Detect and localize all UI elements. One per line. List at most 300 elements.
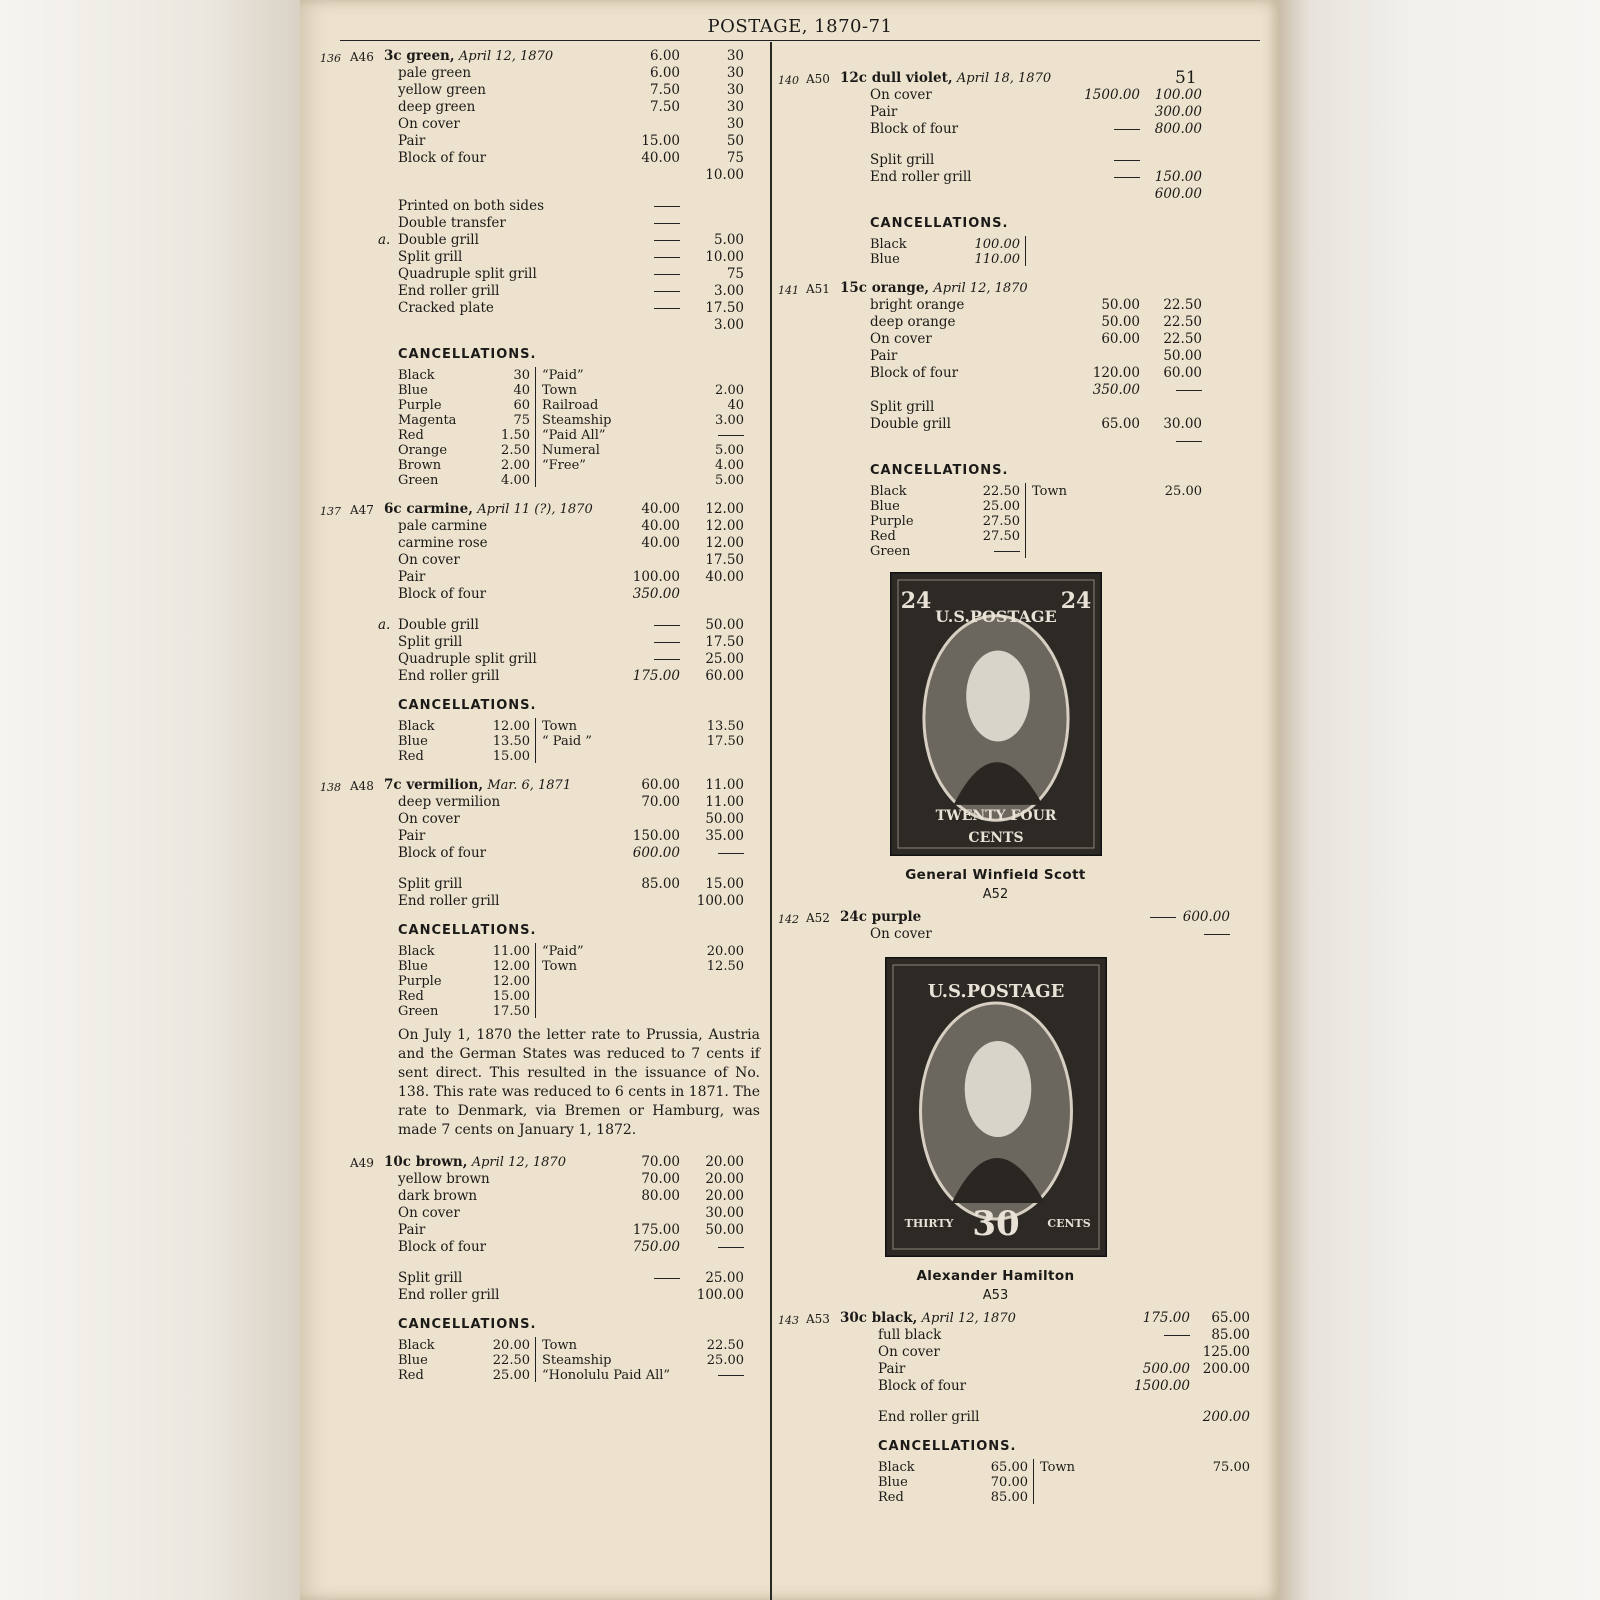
unused-price: 1500.00 — [1084, 87, 1140, 103]
used-price: 150.00 — [1154, 169, 1202, 185]
used-price: 50.00 — [705, 1222, 744, 1238]
entry-line — [320, 133, 760, 150]
cancellation-row — [320, 988, 760, 1003]
cancel-type: “Paid” — [542, 944, 584, 959]
cancel-type-price: 13.50 — [706, 719, 744, 734]
unused-price: 40.00 — [641, 535, 680, 551]
cancel-price: 11.00 — [492, 944, 530, 959]
cancel-price: 100.00 — [974, 237, 1020, 252]
cancel-type: Town — [542, 959, 577, 974]
line-label: Split grill — [398, 1270, 463, 1286]
entry-line — [320, 1222, 760, 1239]
unused-price: 15.00 — [641, 133, 680, 149]
entry-line — [320, 668, 760, 685]
stamp-title: 12c dull violet, — [840, 70, 953, 86]
running-head: POSTAGE, 1870-71 — [707, 16, 893, 37]
unused-price — [620, 1270, 680, 1287]
cancel-price: 12.00 — [492, 719, 530, 734]
cancel-price: 15.00 — [492, 989, 530, 1004]
entry-line — [778, 121, 1273, 138]
cancel-color: Black — [878, 1460, 915, 1475]
cancel-color: Purple — [398, 398, 442, 413]
line-label: Pair — [870, 348, 898, 364]
issue-date: April 11 (?), 1870 — [477, 502, 593, 517]
entry-line — [778, 348, 1273, 365]
left-column — [320, 48, 760, 1396]
used-price: 22.50 — [1163, 331, 1202, 347]
unused-price: 40.00 — [641, 501, 680, 517]
catalog-entry — [320, 777, 760, 1140]
cancel-divider — [535, 718, 536, 763]
cancel-color: Blue — [398, 1353, 428, 1368]
line-label: Block of four — [878, 1378, 967, 1394]
price-dash — [654, 206, 680, 207]
cancel-price — [970, 543, 1020, 560]
entry-line — [320, 1270, 760, 1287]
catalog-entry — [778, 909, 1273, 943]
unused-price: 750.00 — [632, 1239, 680, 1255]
unused-price: 65.00 — [1101, 416, 1140, 432]
used-price: 30 — [726, 65, 744, 81]
line-label — [384, 48, 553, 65]
entry-line — [778, 1310, 1273, 1327]
cancellations-heading: CANCELLATIONS. — [398, 1317, 537, 1332]
cancel-price: 22.50 — [982, 484, 1020, 499]
entry-line — [320, 876, 760, 893]
cancel-type: Town — [542, 383, 577, 398]
cancel-price: 25.00 — [492, 1368, 530, 1383]
used-price: 10.00 — [705, 249, 744, 265]
used-price: 200.00 — [1202, 1361, 1250, 1377]
cancel-price: 20.00 — [492, 1338, 530, 1353]
line-label: Block of four — [398, 1239, 487, 1255]
entry-line — [320, 1171, 760, 1188]
cancel-type: “Paid” — [542, 368, 584, 383]
line-label: On cover — [870, 331, 932, 347]
unused-price — [620, 198, 680, 215]
unused-price — [620, 232, 680, 249]
cancel-type-price: 25.00 — [1164, 484, 1202, 499]
rate-note-text: On July 1, 1870 the letter rate to Prussia, Austria and the German States was reduced to 7 cents if sent direct. This resulted in the issuance of No. 138. This rate was reduced to 6 cents in 1871. The rate to Denmark, via Bremen or Hamburg, was made 7 cents on January 1, 1872. — [398, 1027, 760, 1138]
catalog-entry — [320, 48, 760, 487]
line-label: Split grill — [870, 399, 935, 415]
unused-price — [620, 634, 680, 651]
entry-line — [778, 186, 1273, 203]
entry-line — [320, 215, 760, 232]
price-dash — [718, 1375, 744, 1376]
entry-line — [320, 811, 760, 828]
entry-line — [778, 314, 1273, 331]
line-label: Pair — [870, 104, 898, 120]
cancellations-heading: CANCELLATIONS. — [398, 347, 537, 362]
entry-line — [778, 1327, 1273, 1344]
entry-line — [778, 1378, 1273, 1395]
stamp-title: 6c carmine, — [384, 501, 473, 517]
price-dash — [718, 435, 744, 436]
entry-line — [320, 828, 760, 845]
entry-line — [320, 249, 760, 266]
unused-price: 175.00 — [1142, 1310, 1190, 1326]
cancel-color: Blue — [398, 959, 428, 974]
cancellation-row — [778, 1489, 1273, 1504]
cancel-price: 22.50 — [492, 1353, 530, 1368]
price-dash — [1150, 917, 1176, 918]
entry-line — [320, 266, 760, 283]
cancellation-row — [320, 397, 760, 412]
entry-line — [320, 569, 760, 586]
unused-price: 500.00 — [1142, 1361, 1190, 1377]
cancellation-row — [320, 958, 760, 973]
price-dash — [654, 308, 680, 309]
cancel-price: 1.50 — [501, 428, 530, 443]
line-label: bright orange — [870, 297, 965, 313]
stamp-cents-text: CENTS — [967, 830, 1024, 846]
stamp-corner-right: 24 — [1060, 588, 1091, 614]
entry-line — [778, 365, 1273, 382]
line-label: yellow brown — [398, 1171, 490, 1187]
cancel-color: Blue — [870, 252, 900, 267]
stamp-right-text: CENTS — [1046, 1217, 1091, 1230]
stamp-title: 30c black, — [840, 1310, 918, 1326]
line-label: Printed on both sides — [398, 198, 544, 214]
cancellations-heading: CANCELLATIONS. — [398, 698, 537, 713]
line-label: Split grill — [870, 152, 935, 168]
used-price: 11.00 — [705, 794, 744, 810]
cancel-color: Red — [398, 989, 424, 1004]
cancel-type: Town — [542, 719, 577, 734]
cancellations-heading: CANCELLATIONS. — [398, 923, 537, 938]
line-label: End roller grill — [398, 1287, 500, 1303]
entry-line — [320, 617, 760, 634]
entry-line — [320, 552, 760, 569]
used-price: 30 — [726, 82, 744, 98]
entry-line — [320, 1188, 760, 1205]
catalog-entry — [778, 70, 1273, 266]
design-number: A51 — [806, 282, 830, 296]
catalog-number: 137 — [320, 505, 341, 518]
cancel-price: 27.50 — [982, 514, 1020, 529]
cancel-color: Purple — [870, 514, 914, 529]
cancel-type-price — [684, 1367, 744, 1384]
cancel-type-price: 2.00 — [715, 383, 744, 398]
used-price: 100.00 — [696, 893, 744, 909]
catalog-number: 142 — [778, 913, 799, 926]
line-label — [384, 1154, 566, 1171]
cancellation-row — [320, 1337, 760, 1352]
used-price: 3.00 — [713, 283, 744, 299]
used-price: 5.00 — [713, 232, 744, 248]
line-label: Pair — [398, 569, 426, 585]
variety-letter: a. — [378, 232, 391, 248]
header-rule — [340, 40, 1260, 41]
entry-line — [320, 893, 760, 910]
stamp-top-text: U.S.POSTAGE — [934, 607, 1057, 626]
cancel-price: 12.00 — [492, 959, 530, 974]
unused-price: 50.00 — [1101, 297, 1140, 313]
cancellation-row — [320, 442, 760, 457]
entry-line — [778, 926, 1273, 943]
unused-price — [620, 651, 680, 668]
price-dash — [1114, 160, 1140, 161]
used-price: 125.00 — [1202, 1344, 1250, 1360]
catalog-number: 136 — [320, 52, 341, 65]
unused-price — [620, 300, 680, 317]
cancellations-heading: CANCELLATIONS. — [870, 216, 1009, 231]
cancel-price: 2.00 — [501, 458, 530, 473]
used-price: 17.50 — [705, 634, 744, 650]
catalog-entry — [320, 501, 760, 763]
entry-line — [320, 167, 760, 184]
used-price: 50.00 — [1163, 348, 1202, 364]
line-label: deep vermilion — [398, 794, 501, 810]
line-label: On cover — [398, 1205, 460, 1221]
page-number: 51 — [1175, 68, 1197, 88]
entry-line — [320, 634, 760, 651]
cancel-price: 15.00 — [492, 749, 530, 764]
cancel-type: Railroad — [542, 398, 599, 413]
line-label: On cover — [870, 926, 932, 942]
cancel-type-price: 25.00 — [706, 1353, 744, 1368]
used-price: 65.00 — [1211, 1310, 1250, 1326]
price-dash — [654, 291, 680, 292]
line-label — [384, 777, 571, 794]
used-price: 17.50 — [705, 552, 744, 568]
used-price: 10.00 — [705, 167, 744, 183]
entry-line — [320, 518, 760, 535]
design-number: A49 — [350, 1156, 374, 1170]
catalog-entry — [778, 280, 1273, 558]
cancel-price: 27.50 — [982, 529, 1020, 544]
used-price: 20.00 — [705, 1171, 744, 1187]
used-price: 600.00 — [1154, 186, 1202, 202]
issue-date: April 12, 1870 — [921, 1311, 1016, 1326]
line-label: On cover — [398, 116, 460, 132]
unused-price: 70.00 — [641, 794, 680, 810]
cancel-type: Town — [1032, 484, 1067, 499]
cancel-color: Black — [870, 237, 907, 252]
unused-price — [1080, 121, 1140, 138]
cancellations-table — [320, 1337, 760, 1382]
line-label: Split grill — [398, 876, 463, 892]
stamp-design-number: A52 — [982, 887, 1009, 902]
unused-price: 6.00 — [649, 65, 680, 81]
cancel-color: Red — [870, 529, 896, 544]
cancel-color: Black — [398, 1338, 435, 1353]
cancel-type-price: 12.50 — [706, 959, 744, 974]
cancel-color: Red — [398, 749, 424, 764]
used-price: 60.00 — [1163, 365, 1202, 381]
unused-price — [1116, 909, 1176, 926]
used-price: 200.00 — [1202, 1409, 1250, 1425]
entry-line — [320, 317, 760, 334]
cancellations-heading: CANCELLATIONS. — [878, 1439, 1017, 1454]
cancel-type: “Honolulu Paid All” — [542, 1368, 671, 1383]
line-label: pale carmine — [398, 518, 488, 534]
unused-price — [620, 215, 680, 232]
price-dash — [654, 1278, 680, 1279]
rate-note — [320, 1026, 760, 1140]
price-dash — [654, 659, 680, 660]
unused-price: 7.50 — [649, 82, 680, 98]
entry-line — [320, 586, 760, 603]
cancellation-row — [320, 1003, 760, 1018]
unused-price: 350.00 — [632, 586, 680, 602]
used-price — [1150, 382, 1202, 399]
entry-line — [320, 48, 760, 65]
line-label: Pair — [398, 1222, 426, 1238]
used-price: 50.00 — [705, 617, 744, 633]
entry-line — [778, 152, 1273, 169]
price-dash — [654, 240, 680, 241]
cancellations-table — [320, 943, 760, 1018]
line-label: On cover — [398, 552, 460, 568]
unused-price: 6.00 — [649, 48, 680, 64]
used-price — [1178, 926, 1230, 943]
line-label: End roller grill — [398, 668, 500, 684]
unused-price: 1500.00 — [1134, 1378, 1190, 1394]
cancel-type-price: 20.00 — [706, 944, 744, 959]
used-price: 800.00 — [1154, 121, 1202, 137]
entry-line — [320, 82, 760, 99]
cancel-divider — [1033, 1459, 1034, 1504]
cancel-color: Black — [398, 368, 435, 383]
cancel-type: Numeral — [542, 443, 600, 458]
used-price: 40.00 — [705, 569, 744, 585]
cancellation-row — [320, 457, 760, 472]
stamp-title: 15c orange, — [840, 280, 930, 296]
line-label: Block of four — [398, 150, 487, 166]
cancellation-row — [320, 367, 760, 382]
used-price: 30 — [726, 116, 744, 132]
cancel-color: Black — [870, 484, 907, 499]
entry-line — [320, 65, 760, 82]
stamp-caption: General Winfield Scott — [905, 867, 1086, 883]
stamp-top-text: U.S.POSTAGE — [927, 981, 1064, 1002]
price-dash — [1114, 129, 1140, 130]
used-price: 50.00 — [705, 811, 744, 827]
cancel-divider — [535, 943, 536, 1018]
cancel-price: 75 — [513, 413, 530, 428]
line-label: Pair — [398, 133, 426, 149]
entry-line — [320, 777, 760, 794]
unused-price: 60.00 — [1101, 331, 1140, 347]
cancellation-row — [320, 733, 760, 748]
design-number: A46 — [350, 50, 374, 64]
unused-price: 40.00 — [641, 518, 680, 534]
price-dash — [1176, 390, 1202, 391]
cancel-divider — [1025, 236, 1026, 266]
cancel-price: 17.50 — [492, 1004, 530, 1019]
cancel-color: Purple — [398, 974, 442, 989]
line-label: On cover — [870, 87, 932, 103]
used-price: 30 — [726, 99, 744, 115]
cancel-divider — [535, 367, 536, 487]
catalog-number: 138 — [320, 781, 341, 794]
entry-line — [778, 433, 1273, 450]
entry-line — [778, 104, 1273, 121]
line-label — [840, 909, 921, 926]
line-label — [840, 1310, 1016, 1327]
entry-line — [320, 300, 760, 317]
unused-price — [620, 283, 680, 300]
used-price: 100.00 — [696, 1287, 744, 1303]
used-price: 600.00 — [1182, 909, 1230, 925]
line-label: Quadruple split grill — [398, 266, 537, 282]
unused-price — [1080, 152, 1140, 169]
line-label: Block of four — [870, 121, 959, 137]
issue-date: April 18, 1870 — [956, 71, 1052, 86]
unused-price: 85.00 — [641, 876, 680, 892]
entry-line — [778, 331, 1273, 348]
cancel-color: Blue — [878, 1475, 908, 1490]
entry-line — [320, 1205, 760, 1222]
cancellations-table — [320, 367, 760, 487]
line-label: full black — [878, 1327, 942, 1343]
unused-price — [620, 249, 680, 266]
stamp-corner-left: 24 — [900, 588, 931, 614]
cancellation-row — [320, 1367, 760, 1382]
stamp-title: 10c brown, — [384, 1154, 468, 1170]
unused-price: 600.00 — [632, 845, 680, 861]
unused-price: 50.00 — [1101, 314, 1140, 330]
unused-price: 350.00 — [1092, 382, 1140, 398]
line-label: Pair — [398, 828, 426, 844]
line-label: On cover — [398, 811, 460, 827]
used-price: 12.00 — [705, 518, 744, 534]
used-price: 75 — [726, 150, 744, 166]
catalog-page — [300, 0, 1278, 1600]
cancellation-row — [320, 412, 760, 427]
entry-line — [778, 399, 1273, 416]
cancel-price: 65.00 — [990, 1460, 1028, 1475]
entry-line — [320, 651, 760, 668]
entry-line — [320, 1154, 760, 1171]
entry-line — [778, 416, 1273, 433]
line-label — [384, 501, 593, 518]
cancellations-table — [320, 718, 760, 763]
entry-line — [778, 169, 1273, 186]
line-label: pale green — [398, 65, 472, 81]
cancellations-table — [778, 483, 1273, 558]
line-label: carmine rose — [398, 535, 488, 551]
line-label: End roller grill — [878, 1409, 980, 1425]
line-label: Split grill — [398, 634, 463, 650]
cancel-price: 2.50 — [501, 443, 530, 458]
unused-price: 7.50 — [649, 99, 680, 115]
entry-line — [778, 87, 1273, 104]
line-label: yellow green — [398, 82, 486, 98]
cancellation-row — [778, 1474, 1273, 1489]
entry-line — [778, 280, 1273, 297]
cancel-color: Brown — [398, 458, 442, 473]
stamp-title: 7c vermilion, — [384, 777, 484, 793]
line-label: Split grill — [398, 249, 463, 265]
price-dash — [1204, 934, 1230, 935]
cancel-color: Green — [398, 473, 439, 488]
line-label — [840, 280, 1028, 297]
price-dash — [1176, 441, 1202, 442]
line-label: End roller grill — [398, 283, 500, 299]
line-label: Double transfer — [398, 215, 506, 231]
cancellation-row — [320, 748, 760, 763]
line-label: deep orange — [870, 314, 956, 330]
unused-price: 175.00 — [632, 668, 680, 684]
entry-line — [778, 909, 1273, 926]
unused-price: 150.00 — [632, 828, 680, 844]
design-number: A53 — [806, 1312, 830, 1326]
used-price: 35.00 — [705, 828, 744, 844]
issue-date: April 12, 1870 — [933, 281, 1028, 296]
